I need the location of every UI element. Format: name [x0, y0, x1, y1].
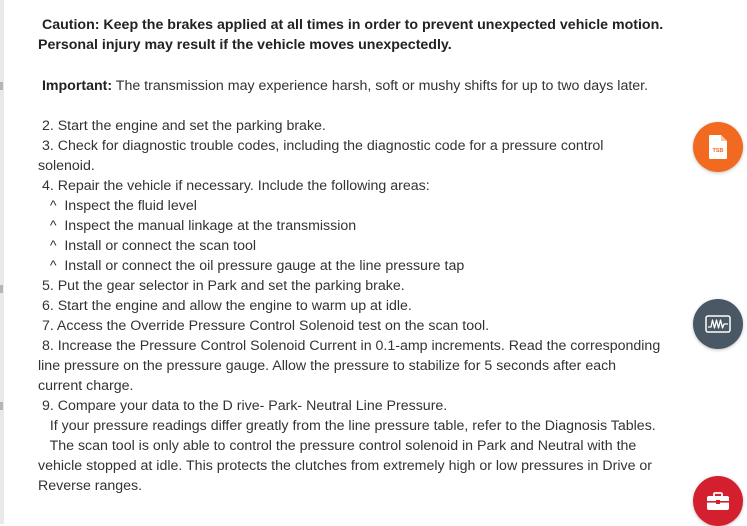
procedure-line: The scan tool is only able to control the pressure control solenoid in Park and Neutral with the	[38, 438, 637, 454]
procedure-content	[38, 15, 664, 496]
splitter-marker	[0, 402, 3, 410]
toolbox-button[interactable]	[693, 476, 743, 526]
important-text: The transmission may experience harsh, soft or mushy shifts for up to two days later.	[112, 78, 649, 94]
tsb-button[interactable]	[693, 122, 743, 172]
procedure-line: 6. Start the engine and allow the engine to warm up at idle.	[38, 298, 412, 314]
tsb-document-icon	[707, 134, 729, 160]
procedure-line: 3. Check for diagnostic trouble codes, including the diagnostic code for a pressure control	[38, 138, 604, 154]
caution-line: Caution: Keep the brakes applied at all times in order to prevent unexpected vehicle motion.	[41, 17, 664, 33]
procedure-line: solenoid.	[38, 158, 95, 174]
important-note	[38, 76, 660, 96]
procedure-line: ^ Install or connect the scan tool	[38, 238, 257, 254]
procedure-line: vehicle stopped at idle. This protects the clutches from extremely high or low pressures in Drive or	[38, 458, 653, 474]
procedure-line: Reverse ranges.	[38, 478, 143, 494]
procedure-line: 8. Increase the Pressure Control Solenoid Current in 0.1-amp increments. Read the corresponding	[38, 338, 661, 354]
procedure-line: 9. Compare your data to the D rive- Park- Neutral Line Pressure.	[38, 398, 448, 414]
procedure-line: line pressure on the pressure gauge. Allow the pressure to stabilize for 5 seconds after each	[38, 358, 617, 374]
procedure-line: ^ Inspect the manual linkage at the transmission	[38, 218, 357, 234]
splitter-marker	[0, 285, 3, 293]
procedure-line: If your pressure readings differ greatly from the line pressure table, refer to the Diagnosis Tables.	[38, 418, 656, 434]
spacer	[38, 55, 660, 76]
procedure-line: 4. Repair the vehicle if necessary. Include the following areas:	[38, 178, 430, 194]
waveform-button[interactable]	[693, 299, 743, 349]
left-panel-edge[interactable]	[0, 0, 4, 524]
procedure-line: ^ Inspect the fluid level	[38, 198, 197, 214]
procedure-line: ^ Install or connect the oil pressure gauge at the line pressure tap	[38, 258, 465, 274]
toolbox-icon	[706, 491, 730, 511]
spacer	[38, 96, 660, 116]
procedure-line: 5. Put the gear selector in Park and set the parking brake.	[38, 278, 405, 294]
procedure-line: 7. Access the Override Pressure Control Solenoid test on the scan tool.	[38, 318, 490, 334]
caution-line: Personal injury may result if the vehicle moves unexpectedly.	[38, 37, 452, 53]
splitter-marker	[0, 82, 3, 90]
procedure-line: current charge.	[38, 378, 134, 394]
procedure-line: 2. Start the engine and set the parking brake.	[38, 118, 326, 134]
important-label: Important:	[41, 78, 113, 94]
procedure-steps	[38, 116, 660, 496]
waveform-icon	[705, 315, 731, 333]
tsb-label: TSB	[712, 148, 724, 154]
